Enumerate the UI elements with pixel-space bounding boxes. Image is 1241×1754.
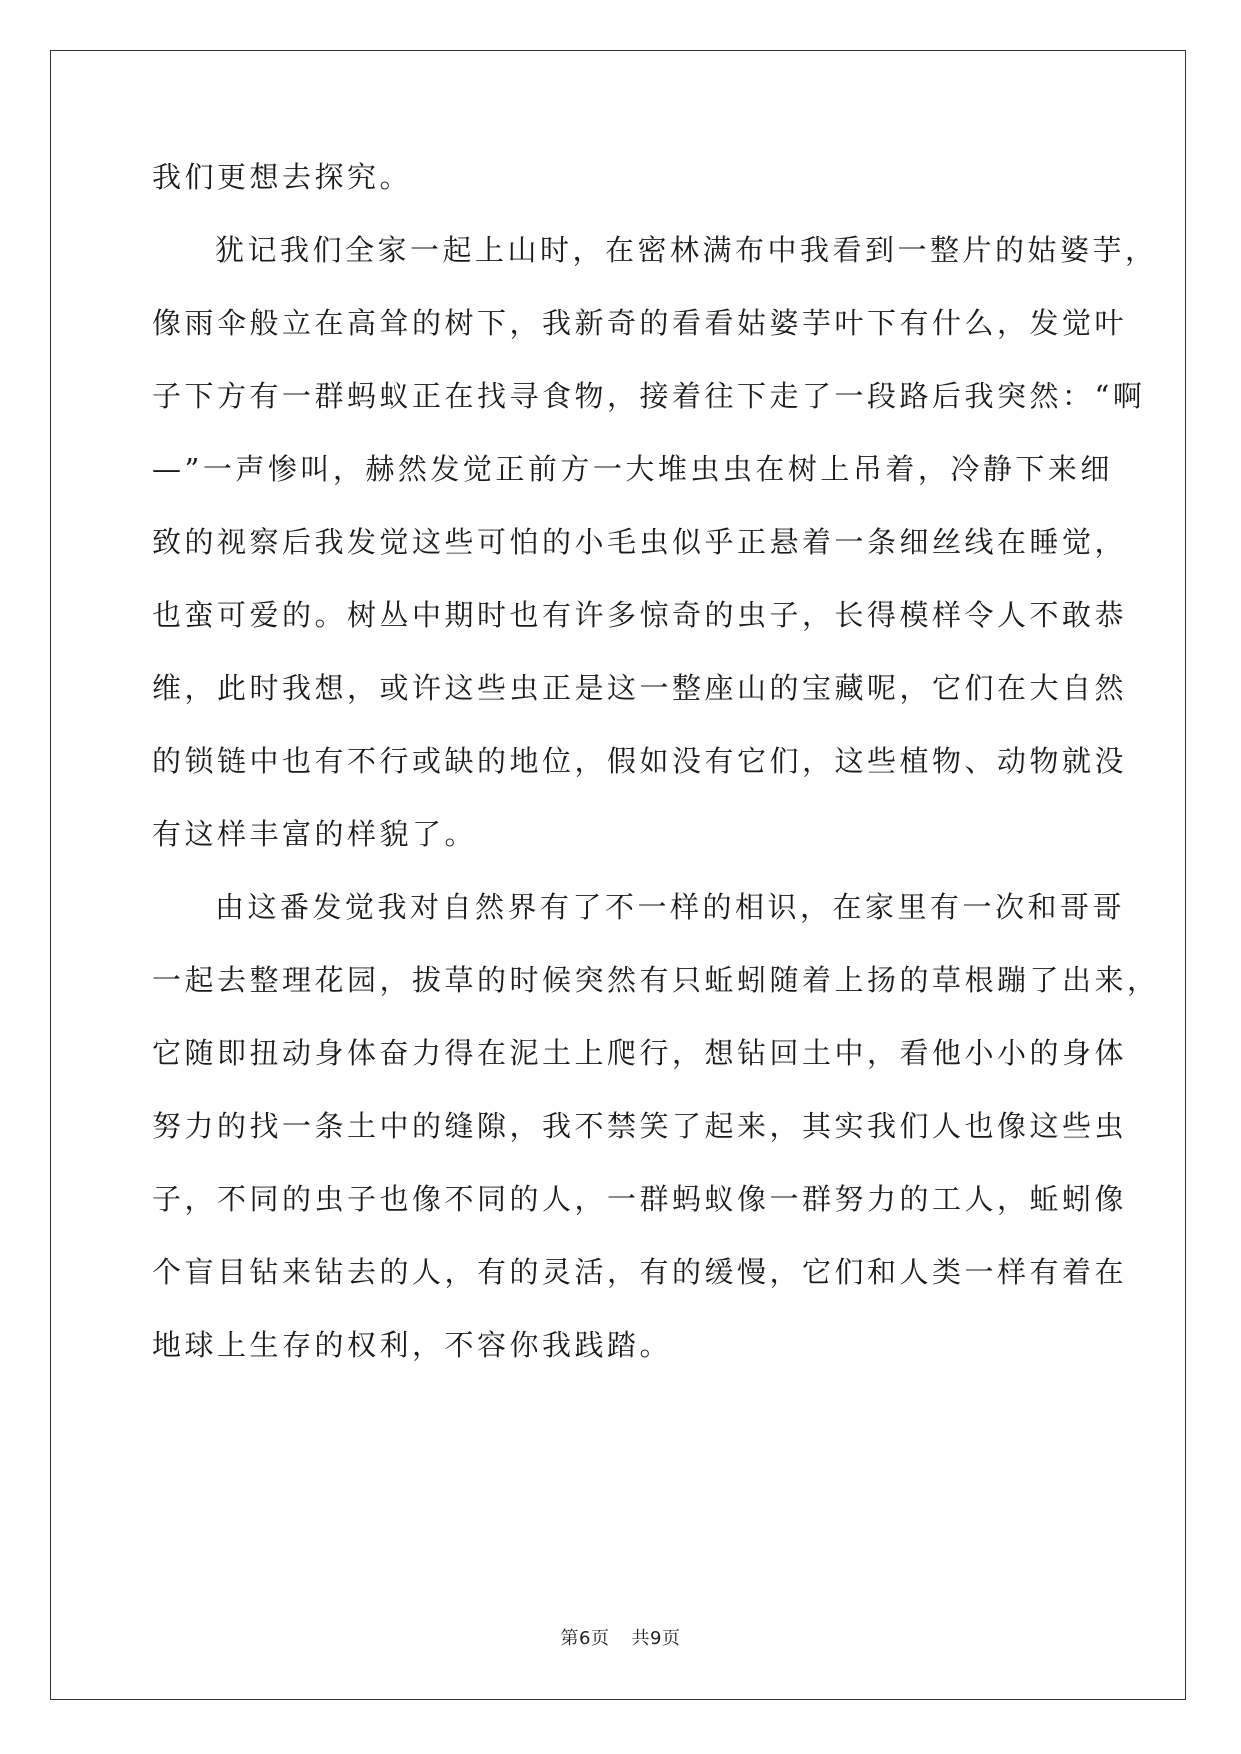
page-prefix: 第	[560, 1628, 580, 1649]
paragraph-start-line: 犹记我们全家一起上山时，在密林满布中我看到一整片的姑婆芋，	[215, 233, 1158, 267]
page-footer	[0, 1624, 1241, 1650]
text-line: —”一声惨叫，赫然发觉正前方一大堆虫虫在树上吊着，冷静下来细	[152, 452, 1113, 486]
text-line: 地球上生存的权利，不容你我践踏。	[152, 1328, 673, 1362]
text-line: 致的视察后我发觉这些可怕的小毛虫似乎正悬着一条细丝线在睡觉，	[152, 525, 1128, 559]
text-line: 个盲目钻来钻去的人，有的灵活，有的缓慢，它们和人类一样有着在	[152, 1255, 1128, 1289]
total-suffix: 页	[661, 1628, 681, 1649]
text-line: 的锁链中也有不行或缺的地位，假如没有它们，这些植物、动物就没	[152, 744, 1128, 778]
page-total-number: 9	[650, 1628, 662, 1649]
page-current-number: 6	[579, 1628, 591, 1649]
text-line: 也蛮可爱的。树丛中期时也有许多惊奇的虫子，长得模样令人不敢恭	[152, 598, 1128, 632]
page-border	[50, 50, 1186, 1700]
text-line: 像雨伞般立在高耸的树下，我新奇的看看姑婆芋叶下有什么，发觉叶	[152, 306, 1128, 340]
text-line: 维，此时我想，或许这些虫正是这一整座山的宝藏呢，它们在大自然	[152, 671, 1128, 705]
text-line: 有这样丰富的样貌了。	[152, 817, 478, 851]
text-line: 我们更想去探究。	[152, 160, 413, 194]
text-line: 它随即扭动身体奋力得在泥土上爬行，想钻回土中，看他小小的身体	[152, 1036, 1128, 1070]
total-prefix: 共	[631, 1628, 650, 1649]
text-line: 一起去整理花园，拔草的时候突然有只蚯蚓随着上扬的草根蹦了出来，	[152, 963, 1160, 997]
text-line: 子下方有一群蚂蚁正在找寻食物，接着往下走了一段路后我突然：“啊	[152, 379, 1146, 413]
paragraph-start-line: 由这番发觉我对自然界有了不一样的相识，在家里有一次和哥哥	[215, 890, 1126, 924]
text-line: 子，不同的虫子也像不同的人，一群蚂蚁像一群努力的工人，蚯蚓像	[152, 1182, 1128, 1216]
page-suffix: 页	[591, 1628, 610, 1649]
text-line: 努力的找一条土中的缝隙，我不禁笑了起来，其实我们人也像这些虫	[152, 1109, 1128, 1143]
